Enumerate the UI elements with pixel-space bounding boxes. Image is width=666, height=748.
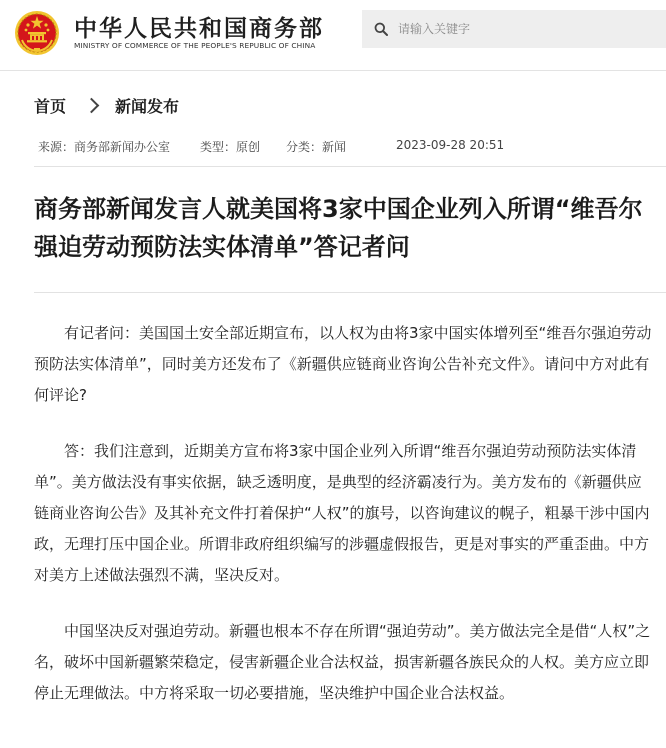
- article-paragraph: 有记者问：美国国土安全部近期宣布，以人权为由将3家中国实体增列至“维吾尔强迫劳动预防法实体清单”，同时美方还发布了《新疆供应链商业咨询公告补充文件》。请问中方对此有何评论?: [34, 324, 652, 404]
- breadcrumb: [34, 94, 179, 117]
- article-paragraph: 答：我们注意到，近期美方宣布将3家中国企业列入所谓“维吾尔强迫劳动预防法实体清单”。美方做法没有事实依据，缺乏透明度，是典型的经济霸凌行为。美方发布的《新疆供应链商业咨询公告》及其补充文件打着保护“人权”的旗号，以咨询建议的幌子，粗暴干涉中国内政，无理打压中国企业。所谓非政府组织编写的涉疆虚假报告，更是对事实的严重歪曲。中方对美方上述做法强烈不满，坚决反对。: [34, 442, 650, 584]
- search-box[interactable]: [362, 10, 666, 48]
- meta-source: 来源：商务部新闻办公室: [38, 140, 171, 154]
- article-body: [34, 318, 656, 734]
- search-input[interactable]: [398, 10, 658, 48]
- article-title: 商务部新闻发言人就美国将3家中国企业列入所谓“维吾尔强迫劳动预防法实体清单”答记者问: [34, 195, 643, 261]
- header-divider: [0, 70, 666, 71]
- site-name-cn[interactable]: 中华人民共和国商务部: [74, 16, 324, 42]
- title-divider: [34, 292, 666, 293]
- search-icon[interactable]: [374, 22, 388, 36]
- chevron-right-icon: [84, 98, 100, 114]
- meta-datetime: 2023-09-28 20:51: [396, 138, 505, 152]
- article-paragraph: 中国坚决反对强迫劳动。新疆也根本不存在所谓“强迫劳动”。美方做法完全是借“人权”之名，破坏中国新疆繁荣稳定，侵害新疆企业合法权益，损害新疆各族民众的人权。美方应立即停止无理做法。中方将采取一切必要措施，坚决维护中国企业合法权益。: [34, 622, 651, 702]
- national-emblem-icon[interactable]: [14, 10, 60, 56]
- site-header: [0, 0, 666, 70]
- site-name-en: MINISTRY OF COMMERCE OF THE PEOPLE'S REPUBLIC OF CHINA: [74, 41, 316, 50]
- breadcrumb-home-link[interactable]: 首页: [34, 97, 67, 116]
- breadcrumb-news-link[interactable]: 新闻发布: [115, 97, 180, 116]
- meta-category: 分类：新闻: [286, 140, 347, 154]
- meta-type: 类型：原创: [200, 140, 261, 154]
- meta-divider: [34, 166, 666, 167]
